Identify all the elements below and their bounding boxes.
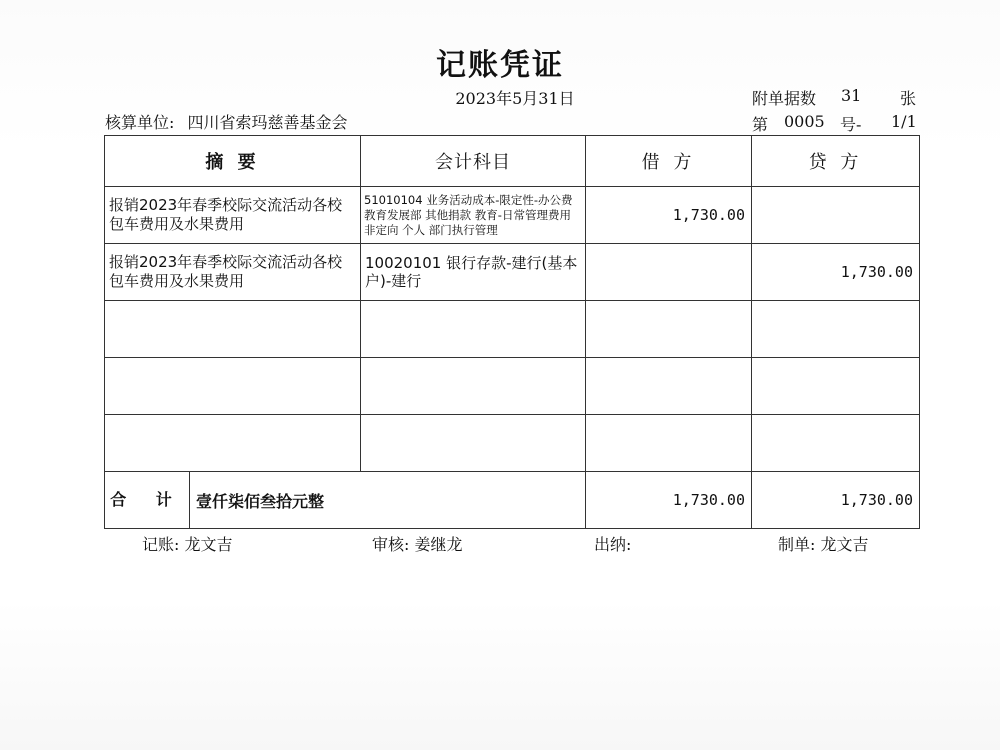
voucher-prefix: 第 xyxy=(752,115,769,134)
document-title: 记账凭证 xyxy=(436,48,564,83)
total-amount-words: 壹仟柒佰叁拾元整 xyxy=(196,491,325,511)
voucher-suffix: 号- xyxy=(840,115,862,134)
row-account: 10020101 银行存款-建行(基本户)-建行 xyxy=(361,244,586,301)
voucher-table xyxy=(104,135,920,529)
accounting-unit xyxy=(105,110,348,133)
table-row xyxy=(105,244,920,301)
row-credit: 1,730.00 xyxy=(752,244,920,301)
voucher-number: 0005 xyxy=(784,112,825,131)
attachment-label: 附单据数 xyxy=(752,89,817,108)
voucher-date: 2023年5月31日 xyxy=(455,89,575,108)
accounting-unit-name: 四川省索玛慈善基金会 xyxy=(187,113,348,132)
table-row-empty xyxy=(105,415,920,472)
bookkeeper-signature: 记账: 龙文吉 xyxy=(142,535,233,554)
total-debit: 1,730.00 xyxy=(586,472,752,529)
table-row xyxy=(105,187,920,244)
table-header-row xyxy=(105,136,920,187)
total-credit: 1,730.00 xyxy=(752,472,920,529)
header-summary: 摘 要 xyxy=(105,136,361,187)
table-row-empty xyxy=(105,301,920,358)
total-cell xyxy=(105,472,586,529)
cashier-signature: 出纳: xyxy=(594,535,632,554)
row-credit xyxy=(752,187,920,244)
attachment-count: 31 xyxy=(841,86,862,105)
attachment-unit: 张 xyxy=(900,89,917,108)
row-debit xyxy=(586,244,752,301)
row-summary: 报销2023年春季校际交流活动各校包车费用及水果费用 xyxy=(105,187,361,244)
preparer-signature: 制单: 龙文吉 xyxy=(778,535,869,554)
attachment-info xyxy=(752,86,917,109)
header-account: 会计科目 xyxy=(361,136,586,187)
header-credit: 贷 方 xyxy=(752,136,920,187)
total-row xyxy=(105,472,920,529)
header-debit: 借 方 xyxy=(586,136,752,187)
accounting-unit-label: 核算单位: xyxy=(105,113,175,132)
reviewer-signature: 审核: 姜继龙 xyxy=(372,535,463,554)
table-row-empty xyxy=(105,358,920,415)
voucher-page: 1/1 xyxy=(891,112,917,131)
row-account: 51010104 业务活动成本-限定性-办公费 教育发展部 其他捐款 教育-日常管理费用 非定向 个人 部门执行管理 xyxy=(361,187,586,244)
total-label: 合 计 xyxy=(105,472,190,528)
row-debit: 1,730.00 xyxy=(586,187,752,244)
row-summary: 报销2023年春季校际交流活动各校包车费用及水果费用 xyxy=(105,244,361,301)
